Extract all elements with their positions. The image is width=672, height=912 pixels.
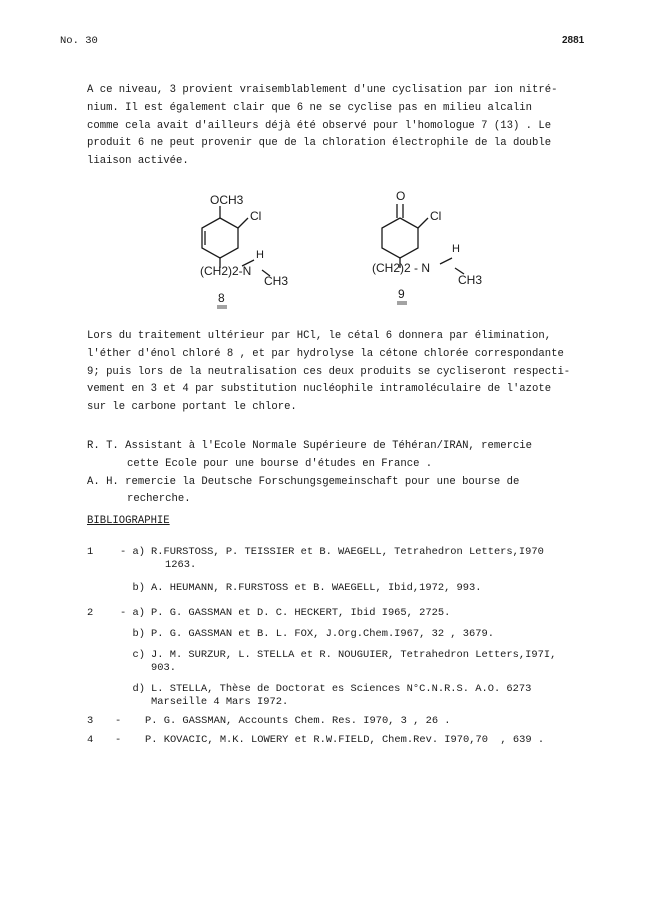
bib-text: Marseille 4 Mars I972. xyxy=(151,696,289,708)
s9-methyl-label: CH3 xyxy=(458,273,483,287)
s8-chain-label: (CH2)2-N xyxy=(200,264,252,278)
bib-number: 2 xyxy=(87,607,94,619)
compound-9-label: 9 xyxy=(398,287,405,301)
bib-text: R.FURSTOSS, P. TEISSIER et B. WAEGELL, Tetrahedron Letters,I970 xyxy=(151,546,544,558)
bib-sub: - xyxy=(115,734,122,746)
paragraph-line: 9; puis lors de la neutralisation ces deux produits se cycliseront respecti- xyxy=(87,365,571,378)
journal-number: No. 30 xyxy=(60,35,98,47)
bib-text: P. KOVACIC, M.K. LOWERY et R.W.FIELD, Chem.Rev. I970,70 , 639 . xyxy=(145,734,545,746)
paragraph-line: produit 6 ne peut provenir que de la chloration électrophile de la double xyxy=(87,137,552,150)
ack-line: A. H. remercie la Deutsche Forschungsgemeinschaft pour une bourse de xyxy=(87,475,520,488)
bib-text: P. G. GASSMAN et B. L. FOX, J.Org.Chem.I967, 32 , 3679. xyxy=(151,628,494,640)
bib-number: 4 xyxy=(87,734,94,746)
ack-line: recherche. xyxy=(127,493,191,506)
compound-8-label: 8 xyxy=(218,291,225,305)
bib-entry xyxy=(87,715,627,728)
s8-h-label: H xyxy=(256,249,264,261)
s9-h-label: H xyxy=(452,243,460,255)
bib-entry xyxy=(87,683,627,696)
bib-entry xyxy=(87,607,627,620)
paragraph-line: vement en 3 et 4 par substitution nucléophile intramoléculaire de l'azote xyxy=(87,383,552,396)
bib-continuation xyxy=(87,662,627,675)
bib-entry xyxy=(87,628,627,641)
paragraph-line: sur le carbone portant le chlore. xyxy=(87,401,297,414)
s8-methoxy-label: OCH3 xyxy=(210,193,244,207)
bib-sub: b) xyxy=(132,628,145,640)
s8-chloro-label: Cl xyxy=(250,209,262,223)
paragraph-line: l'éther d'énol chloré 8 , et par hydrolyse la cétone chlorée correspondante xyxy=(87,347,564,360)
page-number: 2881 xyxy=(562,35,585,46)
ack-line: cette Ecole pour une bourse d'études en France . xyxy=(127,457,433,470)
s9-chain-label: (CH2)2 - N xyxy=(372,261,431,275)
bib-entry xyxy=(87,546,627,559)
paragraph-1 xyxy=(87,82,607,171)
bib-text: A. HEUMANN, R.FURSTOSS et B. WAEGELL, Ibid,1972, 993. xyxy=(151,582,482,594)
bib-entry xyxy=(87,734,627,747)
acknowledgements xyxy=(87,438,607,509)
bib-continuation xyxy=(87,559,627,572)
bib-entry xyxy=(87,582,627,595)
bib-sub: - a) xyxy=(120,607,145,619)
bib-text: 1263. xyxy=(165,559,197,571)
bib-text: P. G. GASSMAN, Accounts Chem. Res. I970, 3 , 26 . xyxy=(145,715,451,727)
s8-methyl-label: CH3 xyxy=(264,274,289,288)
ack-line: R. T. Assistant à l'Ecole Normale Supérieure de Téhéran/IRAN, remercie xyxy=(87,440,533,452)
bib-sub: - xyxy=(115,715,122,727)
bib-text: L. STELLA, Thèse de Doctorat es Sciences N°C.N.R.S. A.O. 6273 xyxy=(151,683,532,695)
bib-number: 1 xyxy=(87,546,94,558)
bib-sub: - a) xyxy=(120,546,145,558)
bib-sub: b) xyxy=(132,582,145,594)
bib-sub: d) xyxy=(132,683,145,695)
chemical-structures xyxy=(190,188,520,318)
bib-text: P. G. GASSMAN et D. C. HECKERT, Ibid I965, 2725. xyxy=(151,607,451,619)
paragraph-2 xyxy=(87,328,607,417)
paragraph-line: nium. Il est également clair que 6 ne se cyclise pas en milieu alcalin xyxy=(87,101,533,114)
paragraph-line: A ce niveau, 3 provient vraisemblablement d'une cyclisation par ion nitré- xyxy=(87,84,558,96)
bib-text: 903. xyxy=(151,662,176,674)
paragraph-line: liaison activée. xyxy=(87,155,189,168)
bib-sub: c) xyxy=(132,649,145,661)
bib-number: 3 xyxy=(87,715,94,727)
bib-text: J. M. SURZUR, L. STELLA et R. NOUGUIER, Tetrahedron Letters,I97I, xyxy=(151,649,557,661)
paragraph-line: Lors du traitement ultérieur par HCl, le cétal 6 donnera par élimination, xyxy=(87,330,552,342)
bib-entry xyxy=(87,649,627,662)
bib-continuation xyxy=(87,696,627,709)
s9-oxo-label: O xyxy=(396,189,406,203)
bibliography-title: BIBLIOGRAPHIE xyxy=(87,515,170,527)
s9-chloro-label: Cl xyxy=(430,209,442,223)
bibliography-list xyxy=(87,546,627,747)
paragraph-line: comme cela avait d'ailleurs déjà été observé pour l'homologue 7 (13) . Le xyxy=(87,119,552,132)
